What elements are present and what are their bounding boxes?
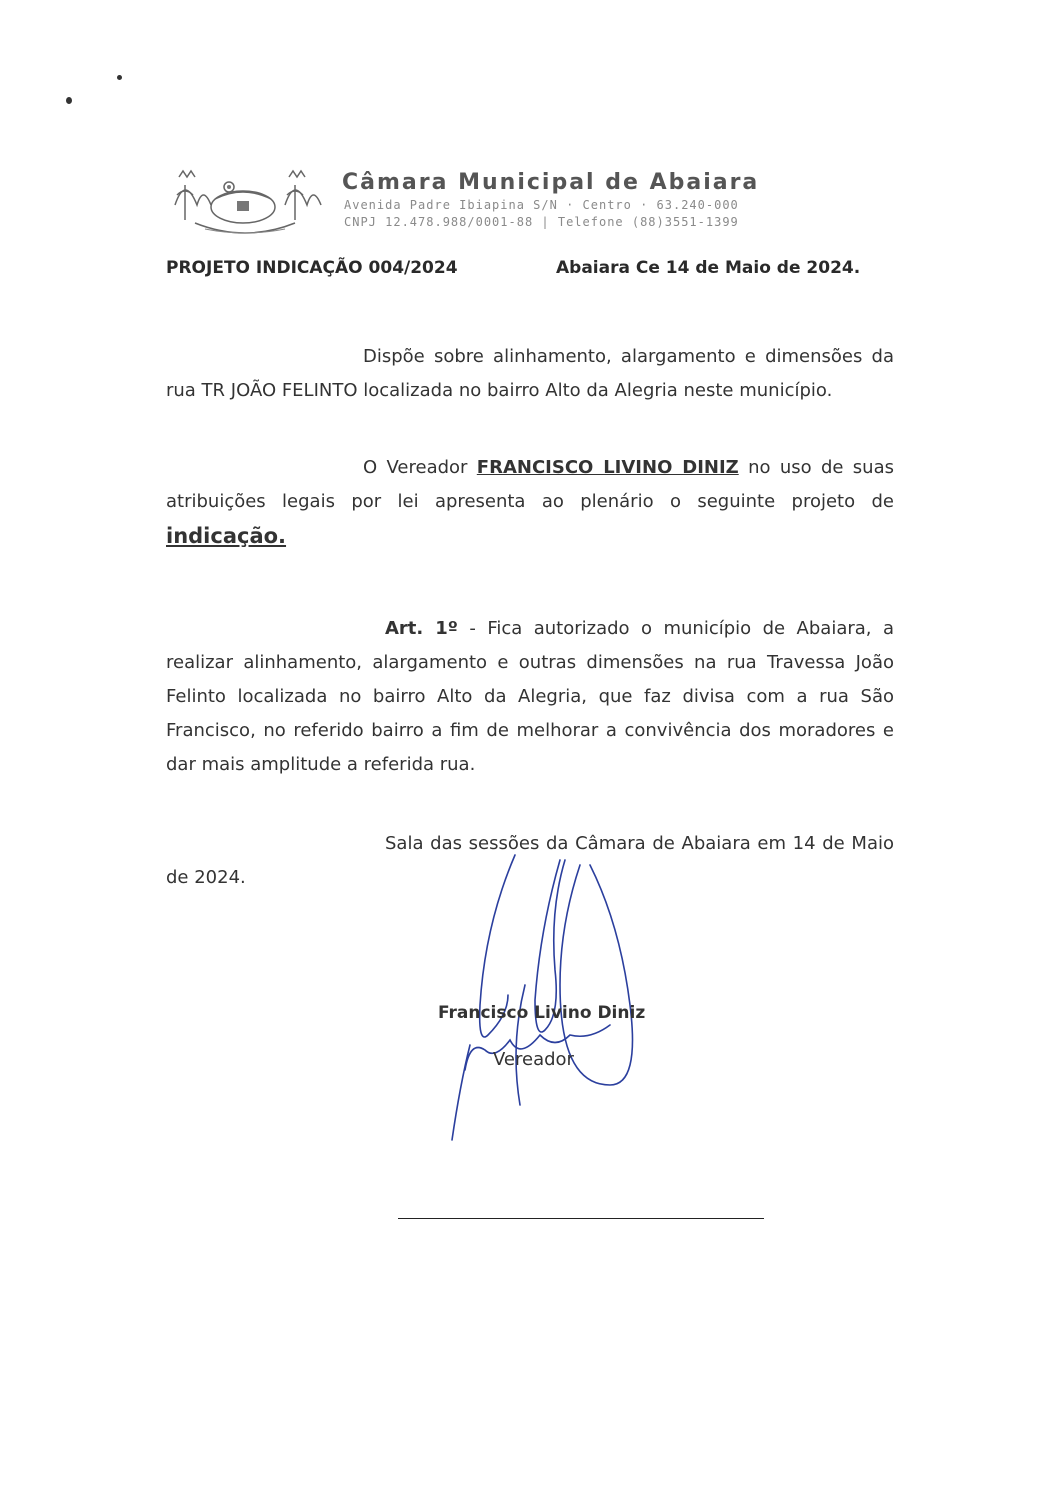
closing-text: Sala das sessões da Câmara de Abaiara em 14 de Maio de 2024. [166, 833, 894, 888]
preamble-paragraph [166, 451, 894, 555]
scan-speck [66, 97, 72, 104]
article-label: Art. 1º [385, 618, 458, 639]
ementa-paragraph [166, 340, 894, 408]
signatory-role: Vereador [493, 1049, 574, 1070]
signatory-name: Francisco Livino Diniz [438, 1003, 646, 1023]
preamble-lead: O Vereador [363, 457, 468, 478]
place-date: Abaiara Ce 14 de Maio de 2024. [556, 258, 861, 278]
institution-title: Câmara Municipal de Abaiara [342, 170, 760, 195]
institution-address: Avenida Padre Ibiapina S/N · Centro · 63.240-000 [344, 198, 739, 212]
project-reference: PROJETO INDICAÇÃO 004/2024 [166, 258, 458, 278]
signature-line [398, 1218, 764, 1219]
ementa-text: Dispõe sobre alinhamento, alargamento e dimensões da rua TR JOÃO FELINTO localizada no bairro Alto da Alegria neste município. [166, 346, 894, 401]
article-paragraph [166, 612, 894, 782]
scan-speck [117, 75, 122, 80]
preamble-rest: no uso de suas atribuições legais por lei apresenta ao plenário o seguinte projeto de [166, 457, 894, 512]
article-text: - Fica autorizado o município de Abaiara, a realizar alinhamento, alargamento e outras dimensões na rua Travessa João Felinto localizada no bairro Alto da Alegria, que faz divisa com a rua São Francisco, no referido bairro a fim de melhorar a convivência dos moradores e dar mais amplitude a referida rua. [166, 618, 894, 775]
handwritten-signature [420, 835, 650, 1145]
municipal-emblem-logo [165, 165, 325, 245]
councilor-name: FRANCISCO LIVINO DINIZ [476, 457, 739, 478]
indication-emphasis: indicação. [166, 524, 287, 548]
institution-contact: CNPJ 12.478.988/0001-88 | Telefone (88)3551-1399 [344, 215, 739, 229]
